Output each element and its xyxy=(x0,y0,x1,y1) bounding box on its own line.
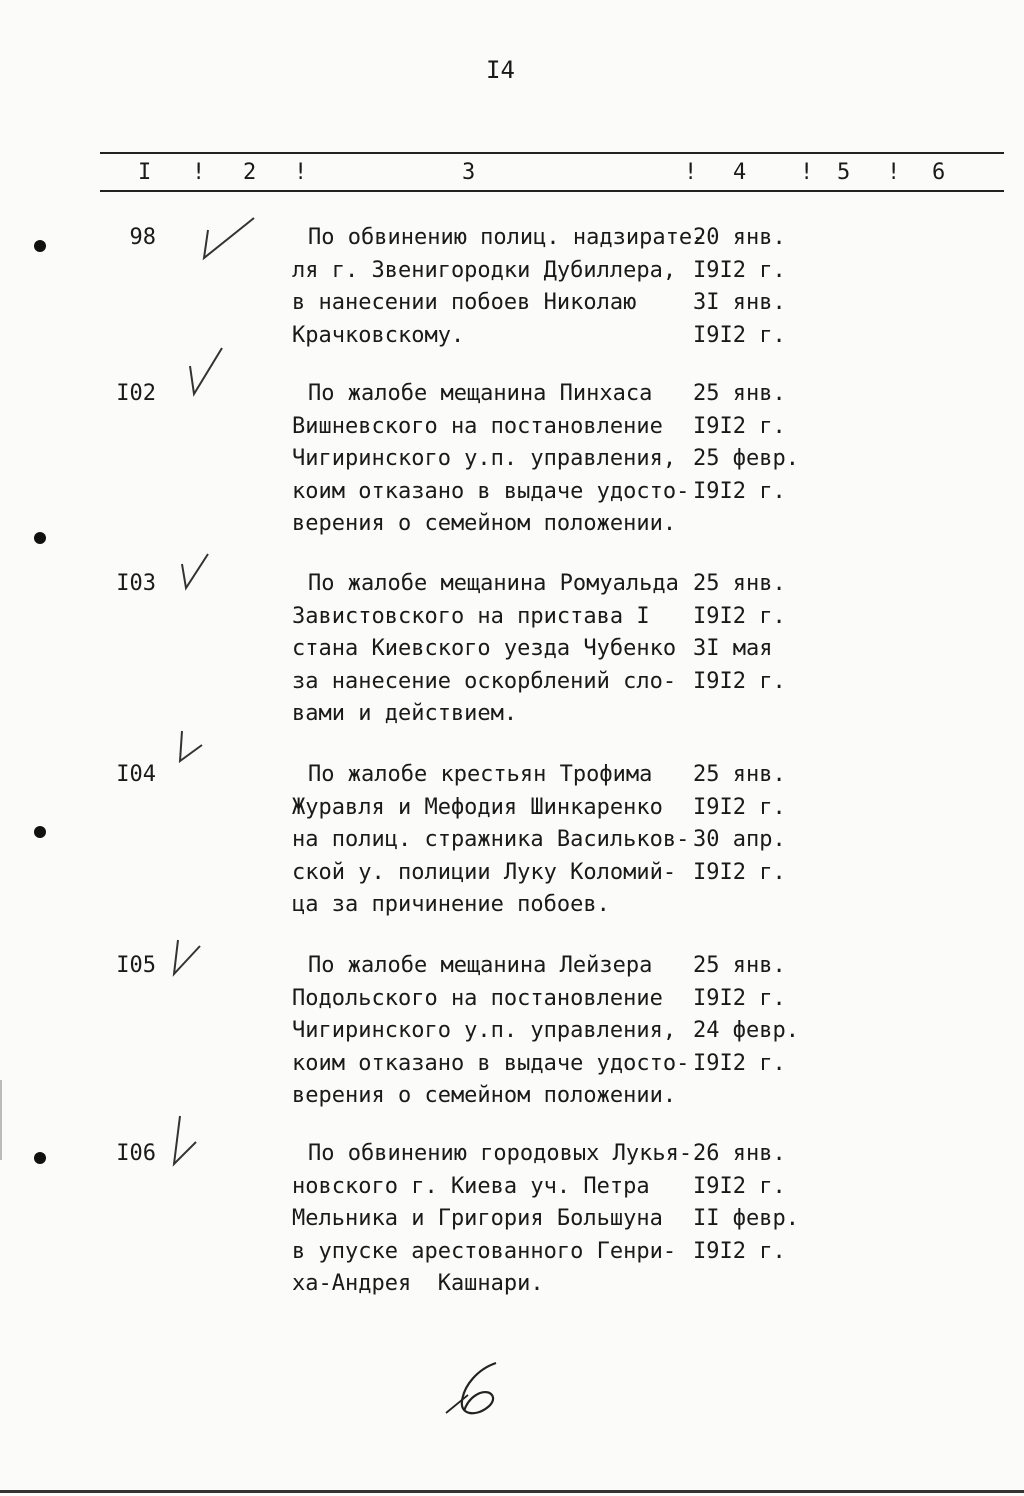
date-line: II февр. xyxy=(693,1206,799,1231)
header-sep: ! xyxy=(800,160,814,185)
description-line: верения о семейном положении. xyxy=(292,1083,677,1108)
entry-description xyxy=(292,568,692,731)
entry-number: I03 xyxy=(116,571,156,596)
description-line: Мельника и Григория Большуна xyxy=(292,1206,663,1231)
entry-description xyxy=(292,1138,692,1301)
description-line: Подольского на постановление xyxy=(292,985,663,1011)
date-line: 26 янв. xyxy=(693,1141,786,1166)
entry-description xyxy=(292,222,706,352)
description-line: ля г. Звенигородки Дубиллера, xyxy=(292,257,677,283)
entry-dates xyxy=(693,759,803,889)
description-line: за нанесение оскорблений сло- xyxy=(292,668,677,694)
header-rule-bottom xyxy=(100,190,1004,192)
entry-description xyxy=(292,378,692,541)
entry-dates xyxy=(693,222,803,352)
check-mark-icon xyxy=(196,212,266,272)
date-line: I9I2 г. xyxy=(693,322,786,348)
description-line: вами и действием. xyxy=(292,701,518,726)
description-line: Завистовского на пристава I xyxy=(292,603,650,629)
entry-dates xyxy=(693,1138,803,1268)
date-line: 25 янв. xyxy=(693,953,786,978)
description-line: в нанесении побоев Николаю xyxy=(292,290,637,315)
description-line: ской у. полиции Луку Коломий- xyxy=(292,859,677,885)
date-line: 24 февр. xyxy=(693,1018,799,1043)
description-line: коим отказано в выдаче удосто- xyxy=(292,478,690,504)
entry-description xyxy=(292,759,692,922)
description-line: По обвинению полиц. надзирате- xyxy=(308,225,706,250)
description-line: Крачковскому. xyxy=(292,322,465,348)
header-col6: 6 xyxy=(932,160,946,185)
entry-dates xyxy=(693,950,803,1080)
header-col2: 2 xyxy=(243,160,257,185)
description-line: в упуске арестованного Генри- xyxy=(292,1238,677,1264)
entry-number: I06 xyxy=(116,1141,156,1166)
date-line: 20 янв. xyxy=(693,225,786,250)
date-line: I9I2 г. xyxy=(693,413,786,439)
header-rule-top xyxy=(100,152,1004,154)
entry-number: I05 xyxy=(116,953,156,978)
date-line: 25 февр. xyxy=(693,446,799,471)
entry-number: I04 xyxy=(116,762,156,787)
description-line: По жалобе мещанина Пинхаса xyxy=(308,381,653,406)
description-line: По обвинению городовых Лукья- xyxy=(308,1141,693,1166)
description-line: Вишневского на постановление xyxy=(292,413,663,439)
header-col1: I xyxy=(138,160,152,185)
description-line: верения о семейном положении. xyxy=(292,511,677,536)
description-line: По жалобе мещанина Лейзера xyxy=(308,953,653,978)
entry-dates xyxy=(693,378,803,508)
date-line: I9I2 г. xyxy=(693,478,786,504)
punch-hole-mark xyxy=(34,240,46,252)
date-line: 25 янв. xyxy=(693,381,786,406)
punch-hole-mark xyxy=(34,1152,46,1164)
date-line: I9I2 г. xyxy=(693,668,786,694)
header-col5: 5 xyxy=(837,160,851,185)
header-sep: ! xyxy=(684,160,698,185)
description-line: ха-Андрея Кашнари. xyxy=(292,1271,544,1296)
header-sep: ! xyxy=(294,160,308,185)
date-line: I9I2 г. xyxy=(693,794,786,820)
check-mark-icon xyxy=(172,725,222,775)
punch-hole-mark xyxy=(34,532,46,544)
description-line: Журавля и Мефодия Шинкаренко xyxy=(292,794,663,820)
description-line: Чигиринского у.п. управления, xyxy=(292,446,677,471)
date-line: 25 янв. xyxy=(693,571,786,596)
page-number: I4 xyxy=(486,56,515,84)
punch-hole-mark xyxy=(34,826,46,838)
check-mark-icon xyxy=(180,344,240,404)
description-line: коим отказано в выдаче удосто- xyxy=(292,1050,690,1076)
date-line: I9I2 г. xyxy=(693,859,786,885)
description-line: на полиц. стражника Васильков- xyxy=(292,827,690,852)
header-col3: 3 xyxy=(462,160,476,185)
description-line: ца за причинение побоев. xyxy=(292,892,610,917)
description-line: Чигиринского у.п. управления, xyxy=(292,1018,677,1043)
date-line: I9I2 г. xyxy=(693,985,786,1011)
date-line: 30 апр. xyxy=(693,827,786,852)
entry-description xyxy=(292,950,692,1113)
description-line: стана Киевского уезда Чубенко xyxy=(292,636,677,661)
handwritten-folio-number xyxy=(440,1355,520,1425)
margin-tick xyxy=(0,1080,2,1160)
date-line: I9I2 г. xyxy=(693,603,786,629)
scan-bottom-edge xyxy=(0,1490,1024,1493)
entry-number: 98 xyxy=(129,225,156,250)
header-sep: ! xyxy=(192,160,206,185)
entry-number: I02 xyxy=(116,381,156,406)
date-line: I9I2 г. xyxy=(693,1173,786,1199)
header-col4: 4 xyxy=(733,160,747,185)
entry-dates xyxy=(693,568,803,698)
description-line: новского г. Киева уч. Петра xyxy=(292,1173,650,1199)
header-sep: ! xyxy=(887,160,901,185)
date-line: 3I мая xyxy=(693,636,773,661)
description-line: По жалобе мещанина Ромуальда xyxy=(308,571,679,596)
check-mark-icon xyxy=(166,1112,216,1172)
description-line: По жалобе крестьян Трофима xyxy=(308,762,653,787)
check-mark-icon xyxy=(174,550,224,600)
date-line: I9I2 г. xyxy=(693,257,786,283)
date-line: 3I янв. xyxy=(693,290,786,315)
date-line: I9I2 г. xyxy=(693,1050,786,1076)
check-mark-icon xyxy=(166,936,216,986)
date-line: 25 янв. xyxy=(693,762,786,787)
date-line: I9I2 г. xyxy=(693,1238,786,1264)
